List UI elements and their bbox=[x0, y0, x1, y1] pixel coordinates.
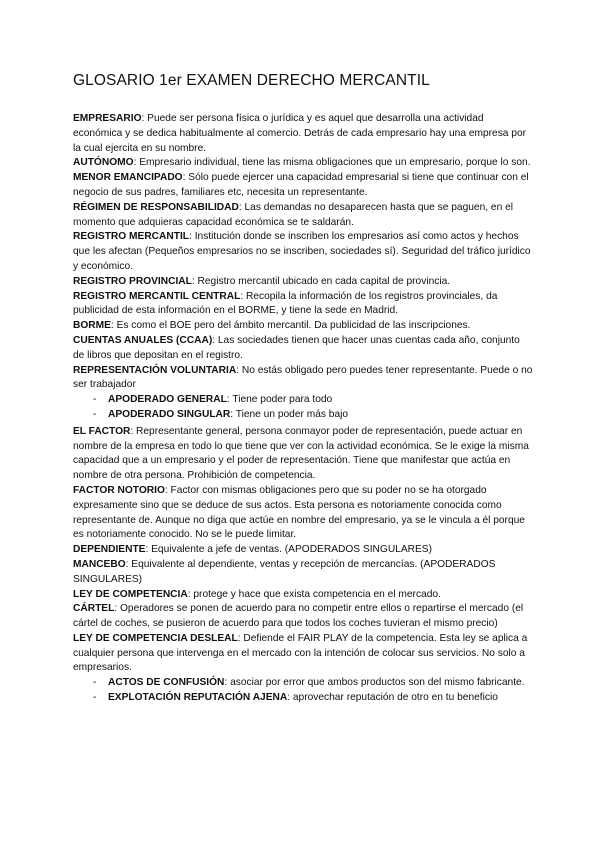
glossary-definition: : Equivalente al dependiente, ventas y recepción de mercancías. (APODERADOS SINGULARES) bbox=[73, 558, 496, 585]
glossary-definition: : Institución donde se inscriben los empresarios así como actos y hechos que les afectan (Pequeños empresarios no se inscriben, sociedades sí). Seguridad del tráfico jurídico y económico. bbox=[73, 231, 531, 272]
glossary-term: REGISTRO PROVINCIAL bbox=[73, 275, 192, 287]
sub-item-term: ACTOS DE CONFUSIÓN bbox=[108, 677, 225, 689]
glossary-term: AUTÓNOMO bbox=[73, 157, 134, 169]
glossary-entry bbox=[73, 156, 533, 171]
glossary-term: FACTOR NOTORIO bbox=[73, 484, 165, 496]
glossary-term: MANCEBO bbox=[73, 558, 126, 570]
glossary-definition: : Representante general, persona conmayor poder de representación, puede actuar en nombre de la empresa en todo lo que tiene que ver con la actividad económica. Se le exige la misma capacidad que a un empresario y el poder de representación. Tiene que manifestar que actúa en nombre de otra persona. Prohibición de competencia. bbox=[73, 425, 529, 482]
glossary-entry bbox=[73, 319, 533, 334]
glossary-term: REGISTRO MERCANTIL CENTRAL bbox=[73, 290, 241, 302]
sub-item-definition: : Tiene poder para todo bbox=[226, 394, 333, 406]
dash-bullet-icon: - bbox=[93, 692, 97, 704]
glossary-entry bbox=[73, 334, 533, 364]
dash-bullet-icon: - bbox=[93, 677, 97, 689]
glossary-term: RÉGIMEN DE RESPONSABILIDAD bbox=[73, 201, 239, 213]
glossary-definition: : No estás obligado pero puedes tener representante. Puede o no ser trabajador bbox=[73, 364, 533, 391]
glossary-definition: : Equivalente a jefe de ventas. (APODERADOS SINGULARES) bbox=[145, 544, 432, 556]
glossary-definition: : Operadores se ponen de acuerdo para no competir entre ellos o repartirse el mercado (el cártel de coches, se pusieron de acuerdo para que todos los coches tuvieran el mismo precio) bbox=[73, 603, 524, 630]
glossary-entry bbox=[73, 112, 533, 156]
glossary-term: REGISTRO MERCANTIL bbox=[73, 231, 190, 243]
glossary-definition: : Registro mercantil ubicado en cada capital de provincia. bbox=[191, 275, 451, 287]
glossary-term: REPRESENTACIÓN VOLUNTARIA bbox=[73, 364, 237, 376]
glossary-definition: : Las demandas no desaparecen hasta que se paguen, en el momento que adquieras capacidad económica se te saldarán. bbox=[73, 201, 513, 228]
dash-bullet-icon: - bbox=[93, 394, 97, 406]
glossary-entry bbox=[73, 230, 533, 274]
glossary-definition: : Es como el BOE pero del ámbito mercantil. Da publicidad de las inscripciones. bbox=[110, 320, 471, 332]
sub-item-definition: : aprovechar reputación de otro en tu beneficio bbox=[287, 692, 498, 704]
document-title: GLOSARIO 1er EXAMEN DERECHO MERCANTIL bbox=[73, 72, 430, 89]
sub-list bbox=[73, 676, 533, 706]
sub-item-definition: : asociar por error que ambos productos son del mismo fabricante. bbox=[224, 677, 525, 689]
glossary-term: BORME bbox=[73, 320, 111, 332]
glossary-definition: : Empresario individual, tiene las misma obligaciones que un empresario, porque lo son. bbox=[133, 157, 531, 169]
glossary-term: DEPENDIENTE bbox=[73, 544, 146, 556]
glossary-term: EMPRESARIO bbox=[73, 113, 142, 124]
glossary-term: CÁRTEL bbox=[73, 603, 115, 615]
glossary-term: LEY DE COMPETENCIA DESLEAL bbox=[73, 632, 238, 644]
sub-list-item bbox=[73, 676, 533, 691]
sub-item-term: APODERADO GENERAL bbox=[108, 394, 227, 406]
glossary-entry bbox=[73, 632, 533, 676]
sub-list bbox=[73, 393, 533, 423]
glossary-entry bbox=[73, 602, 533, 632]
glossary-definition: : Recopila la información de los registros provinciales, da publicidad de esta información en el BORME, y tiene la sede en Madrid. bbox=[73, 290, 498, 317]
glossary-definition: : Las sociedades tienen que hacer unas cuentas cada año, conjunto de libros que depositan en el registro. bbox=[73, 334, 520, 361]
glossary-definition: : Defiende el FAIR PLAY de la competencia. Esta ley se aplica a cualquier persona que intervenga en el mercado con la intención de colocar sus servicios. No solo a empresarios. bbox=[73, 632, 528, 674]
glossary-definition: : Puede ser persona física o jurídica y es aquel que desarrolla una actividad económica y se dedica habitualmente al comercio. Detrás de cada empresario hay una empresa por la cual ejercita en su nombre. bbox=[73, 113, 527, 154]
glossary-entry bbox=[73, 484, 533, 543]
glossary-entry bbox=[73, 558, 533, 588]
glossary-entry bbox=[73, 290, 533, 320]
glossary-definition: : Factor con mismas obligaciones pero que su poder no se ha otorgado expresamente sino que se deduce de sus actos. Esta persona es notoriamente conocida como representante de. Aunque no diga que actúe en nombre del empresario, ya se le vincula a él porque es notoriamente conocido. No se le puede limitar. bbox=[73, 484, 525, 541]
glossary-body bbox=[73, 112, 533, 708]
glossary-term: LEY DE COMPETENCIA bbox=[73, 588, 188, 600]
sub-item-definition: : Tiene un poder más bajo bbox=[230, 408, 349, 420]
sub-list-item bbox=[73, 393, 533, 408]
glossary-term: CUENTAS ANUALES (CCAA) bbox=[73, 334, 213, 346]
glossary-entry bbox=[73, 425, 533, 484]
glossary-entry bbox=[73, 543, 533, 558]
sub-item-term: EXPLOTACIÓN REPUTACIÓN AJENA bbox=[108, 692, 288, 704]
sub-list-item bbox=[73, 408, 533, 423]
glossary-entry bbox=[73, 588, 533, 603]
sub-item-term: APODERADO SINGULAR bbox=[108, 408, 231, 420]
dash-bullet-icon: - bbox=[93, 408, 97, 420]
glossary-term: MENOR EMANCIPADO bbox=[73, 172, 183, 184]
glossary-term: EL FACTOR bbox=[73, 425, 131, 437]
sub-list-item bbox=[73, 691, 533, 706]
glossary-entry bbox=[73, 201, 533, 231]
glossary-definition: : Sólo puede ejercer una capacidad empresarial si tiene que continuar con el negocio de sus padres, familiares etc, necesita un representante. bbox=[73, 172, 529, 198]
glossary-entry bbox=[73, 171, 533, 201]
glossary-definition: : protege y hace que exista competencia en el mercado. bbox=[187, 588, 441, 600]
glossary-entry bbox=[73, 275, 533, 290]
glossary-entry bbox=[73, 364, 533, 394]
